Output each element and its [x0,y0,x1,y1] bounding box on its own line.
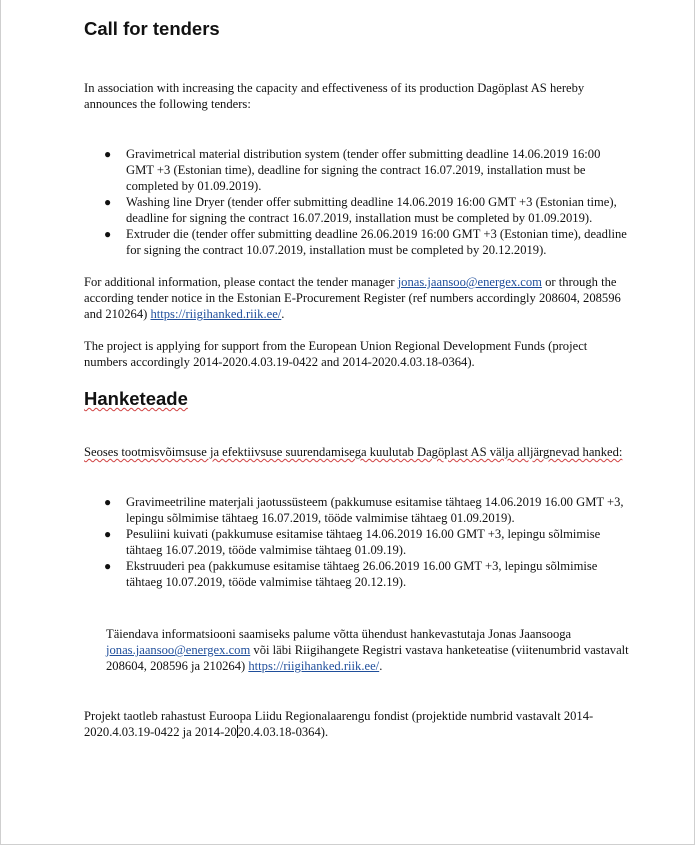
bullet-icon: ● [104,527,112,541]
intro-en: In association with increasing the capacity and effectiveness of its production Dagöplast AS hereby announces the following tenders: [84,81,585,111]
list-item: ● Extruder die (tender offer submitting deadline 26.06.2019 16:00 GMT +3 (Estonian time), deadline for signing the contract 10.07.2019, installation must be completed by 20.12.2019). [104,227,627,257]
email-link-et[interactable]: jonas.jaansoo@energex.com [106,643,251,657]
project-en: The project is applying for support from the European Union Regional Development Funds (project numbers accordingly 2014-2020.4.03.19-0422 and 2014-2020.4.03.18-0364). [84,339,588,369]
title-call-for-tenders: Call for tenders [84,18,220,39]
tender-list-en [84,146,629,258]
register-link[interactable]: https://riigihanked.riik.ee/ [150,307,282,321]
list-item: ● Pesuliini kuivati (pakkumuse esitamise tähtaeg 14.06.2019 16.00 GMT +3, lepingu sõlmimise tähtaeg 16.07.2019, tööde valmimise tähtaeg 01.09.19). [104,527,601,557]
project-et: Projekt taotleb rahastust Euroopa Liidu Regionalaarengu fondist (projektide numbrid vastavalt 2014-2020.4.03.19-0422 ja 2014-2020.4.03.18-0364). [84,709,594,739]
bullet-icon: ● [104,495,112,509]
list-item: ● Gravimeetriline materjali jaotussüsteem (pakkumuse esitamise tähtaeg 14.06.2019 16.00 GMT +3, lepingu sõlmimise tähtaeg 16.07.2019, tööde valmimise tähtaeg 01.09.2019). [104,495,624,525]
title-hanketeade: Hanketeade [84,388,188,409]
register-link-et[interactable]: https://riigihanked.riik.ee/ [248,659,380,673]
intro-et: Seoses tootmisvõimsuse ja efektiivsuse suurendamisega kuulutab Dagöplast AS välja alljärgnevad hanked: [84,445,623,459]
email-link[interactable]: jonas.jaansoo@energex.com [397,275,542,289]
document-body [84,18,629,740]
list-item: ● Washing line Dryer (tender offer submitting deadline 14.06.2019 16:00 GMT +3 (Estonian time), deadline for signing the contract 16.07.2019, installation must be completed by 01.09.2019). [104,195,617,225]
bullet-icon: ● [104,227,112,241]
bullet-icon: ● [104,147,112,161]
contact-et: Täiendava informatsiooni saamiseks palume võtta ühendust hankevastutaja Jonas Jaansooga jonas.jaansoo@energex.com või läbi Riigihangete Registri vastava hanketeatise (viitenumbrid vastavalt 208604, 208596 ja 210264) https://riigihanked.riik.ee/. [106,627,629,673]
list-item: ● Gravimetrical material distribution system (tender offer submitting deadline 14.06.2019 16:00 GMT +3 (Estonian time), deadline for signing the contract 16.07.2019, installation must be completed by 01.09.2019). [104,147,601,193]
tender-list-et [84,494,629,590]
bullet-icon: ● [104,559,112,573]
contact-en: For additional information, please contact the tender manager jonas.jaansoo@energex.com or through the according tender notice in the Estonian E-Procurement Register (ref numbers accordingly 208604, 208596 and 210264) https://riigihanked.riik.ee/. [84,275,621,321]
list-item: ● Ekstruuderi pea (pakkumuse esitamise tähtaeg 26.06.2019 16.00 GMT +3, lepingu sõlmimise tähtaeg 10.07.2019, tööde valmimise tähtaeg 20.12.19). [104,559,598,589]
bullet-icon: ● [104,195,112,209]
